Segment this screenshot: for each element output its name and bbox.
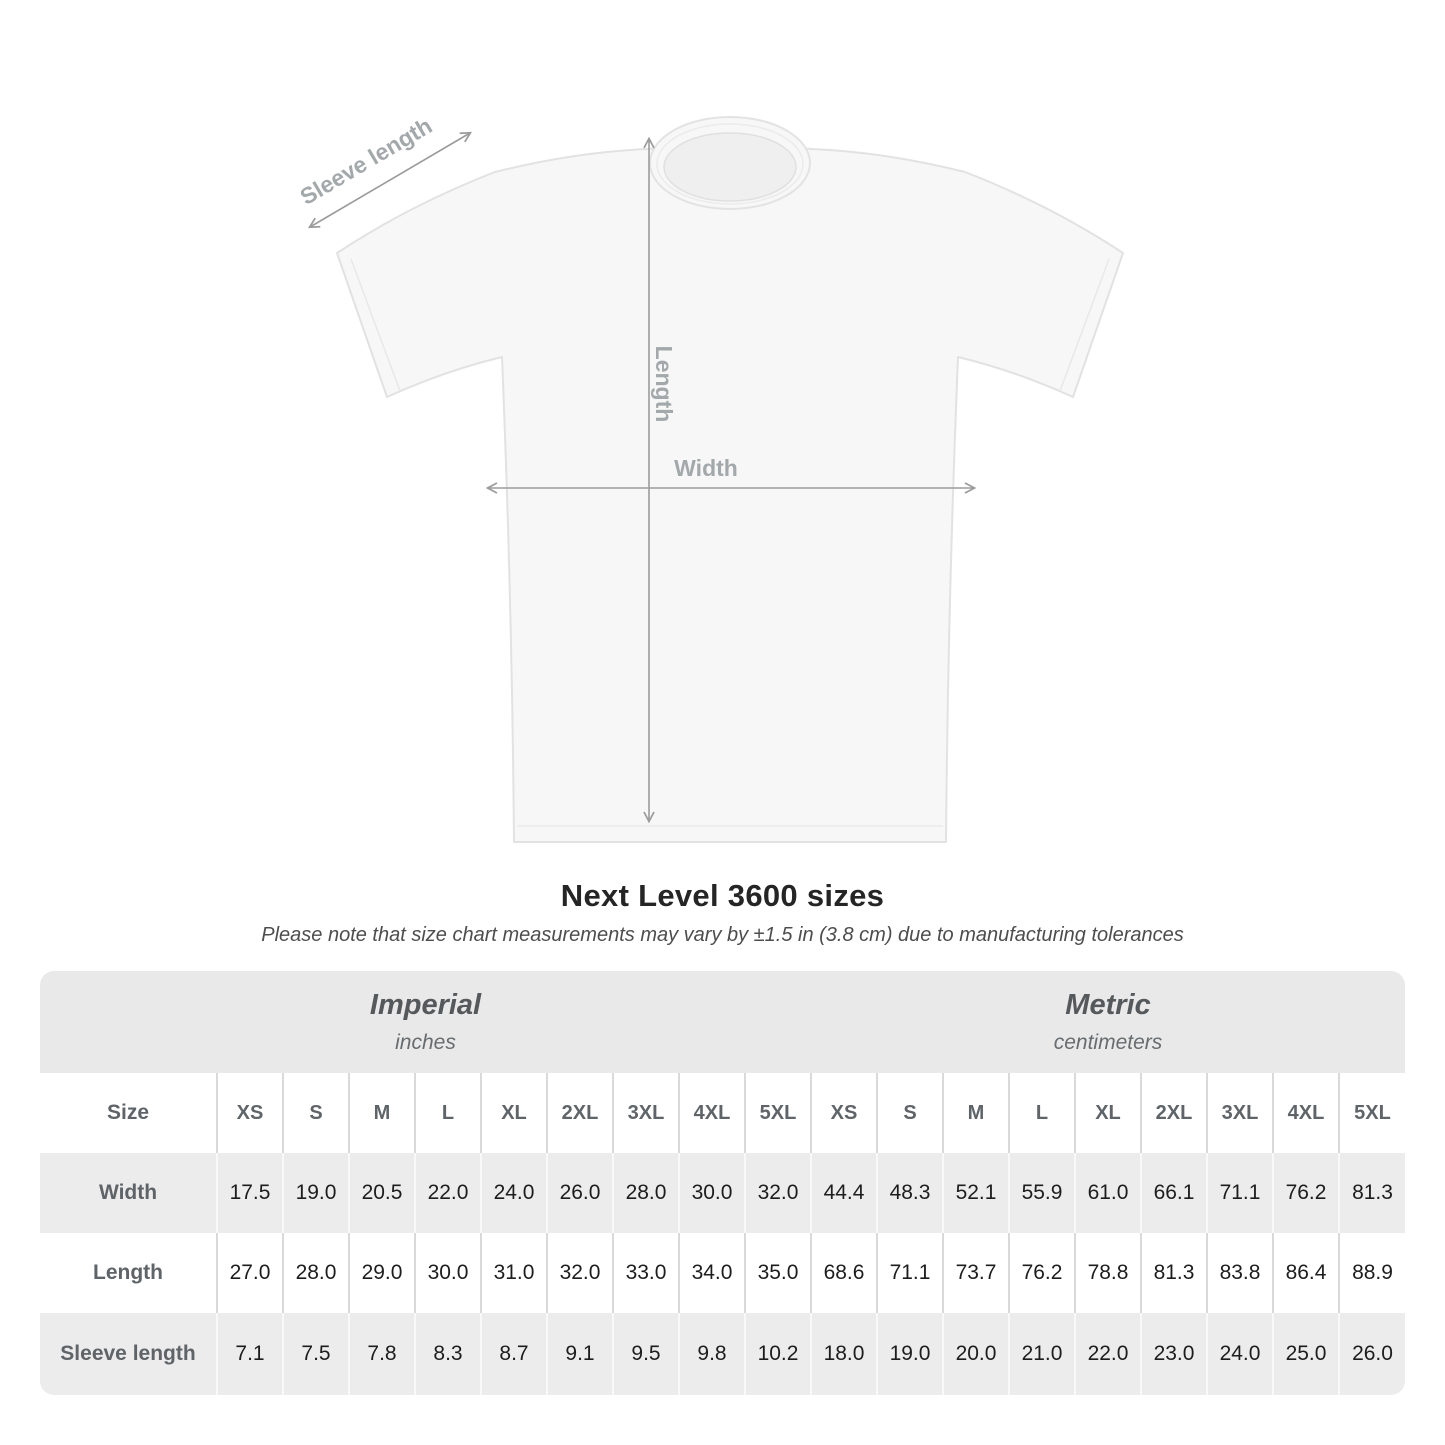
size-col-header-imperial: 4XL: [679, 1073, 745, 1153]
size-col-header-imperial: L: [415, 1073, 481, 1153]
measurement-cell: 33.0: [613, 1233, 679, 1313]
measurement-cell: 55.9: [1009, 1153, 1075, 1233]
measurement-cell: 28.0: [283, 1233, 349, 1313]
measurement-cell: 7.8: [349, 1313, 415, 1395]
table-row: [40, 1313, 1405, 1395]
size-header-label: Size: [106, 1101, 150, 1124]
measurement-cell: 9.8: [679, 1313, 745, 1395]
size-col-header-imperial: M: [349, 1073, 415, 1153]
measurement-cell: 26.0: [1339, 1313, 1405, 1395]
measurement-cell: 20.0: [943, 1313, 1009, 1395]
measurement-cell: 71.1: [877, 1233, 943, 1313]
collar-opening: [664, 133, 796, 201]
measurement-cell: 7.5: [283, 1313, 349, 1395]
size-chart-table-container: [40, 971, 1405, 1395]
measurement-cell: 10.2: [745, 1313, 811, 1395]
size-col-header-metric: XS: [811, 1073, 877, 1153]
measurement-cell: 30.0: [679, 1153, 745, 1233]
metric-header: [811, 971, 1405, 1073]
measurement-cell: 81.3: [1141, 1233, 1207, 1313]
row-label: Sleeve length: [60, 1342, 196, 1365]
measurement-cell: 18.0: [811, 1313, 877, 1395]
measurement-cell: 26.0: [547, 1153, 613, 1233]
size-col-header-imperial: 5XL: [745, 1073, 811, 1153]
measurement-cell: 22.0: [1075, 1313, 1141, 1395]
size-col-header-metric: XL: [1075, 1073, 1141, 1153]
size-chart-table: [40, 971, 1405, 1395]
measurement-cell: 24.0: [1207, 1313, 1273, 1395]
measurement-cell: 32.0: [745, 1153, 811, 1233]
tshirt-body: [337, 146, 1123, 843]
measurement-cell: 31.0: [481, 1233, 547, 1313]
measurement-cell: 68.6: [811, 1233, 877, 1313]
measurement-cell: 21.0: [1009, 1313, 1075, 1395]
size-col-header-metric: 4XL: [1273, 1073, 1339, 1153]
measurement-cell: 19.0: [283, 1153, 349, 1233]
measurement-cell: 23.0: [1141, 1313, 1207, 1395]
measurement-cell: 35.0: [745, 1233, 811, 1313]
size-col-header-imperial: XL: [481, 1073, 547, 1153]
measurement-cell: 24.0: [481, 1153, 547, 1233]
measurement-cell: 61.0: [1075, 1153, 1141, 1233]
row-label: Length: [93, 1261, 163, 1284]
width-label: Width: [674, 455, 738, 481]
size-col-header-metric: L: [1009, 1073, 1075, 1153]
measurement-cell: 20.5: [349, 1153, 415, 1233]
measurement-cell: 29.0: [349, 1233, 415, 1313]
size-header-row: [40, 1073, 1405, 1153]
measurement-cell: 66.1: [1141, 1153, 1207, 1233]
size-col-header-metric: S: [877, 1073, 943, 1153]
measurement-cell: 76.2: [1009, 1233, 1075, 1313]
row-label: Width: [98, 1181, 158, 1204]
measurement-cell: 32.0: [547, 1233, 613, 1313]
imperial-header: [40, 971, 811, 1073]
measurement-cell: 9.1: [547, 1313, 613, 1395]
sleeve-length-label: Sleeve length: [295, 112, 437, 210]
measurement-cell: 71.1: [1207, 1153, 1273, 1233]
size-col-header-imperial: XS: [217, 1073, 283, 1153]
measurement-cell: 73.7: [943, 1233, 1009, 1313]
measurement-cell: 27.0: [217, 1233, 283, 1313]
measurement-cell: 30.0: [415, 1233, 481, 1313]
measurement-cell: 9.5: [613, 1313, 679, 1395]
size-col-header-imperial: S: [283, 1073, 349, 1153]
measurement-cell: 76.2: [1273, 1153, 1339, 1233]
measurement-cell: 52.1: [943, 1153, 1009, 1233]
measurement-cell: 7.1: [217, 1313, 283, 1395]
measurement-cell: 83.8: [1207, 1233, 1273, 1313]
measurement-cell: 88.9: [1339, 1233, 1405, 1313]
imperial-title: Imperial: [369, 989, 482, 1021]
size-col-header-metric: M: [943, 1073, 1009, 1153]
size-col-header-imperial: 3XL: [613, 1073, 679, 1153]
metric-title: Metric: [1065, 989, 1151, 1021]
measurement-cell: 28.0: [613, 1153, 679, 1233]
units-header-row: [40, 971, 1405, 1073]
measurement-cell: 78.8: [1075, 1233, 1141, 1313]
measurement-cell: 19.0: [877, 1313, 943, 1395]
imperial-unit: inches: [395, 1031, 456, 1054]
page-title: Next Level 3600 sizes: [560, 878, 885, 913]
size-col-header-imperial: 2XL: [547, 1073, 613, 1153]
measurement-cell: 17.5: [217, 1153, 283, 1233]
measurement-cell: 48.3: [877, 1153, 943, 1233]
size-col-header-metric: 5XL: [1339, 1073, 1405, 1153]
measurement-cell: 22.0: [415, 1153, 481, 1233]
measurement-cell: 8.7: [481, 1313, 547, 1395]
measurement-cell: 8.3: [415, 1313, 481, 1395]
metric-unit: centimeters: [1053, 1031, 1163, 1054]
measurement-cell: 81.3: [1339, 1153, 1405, 1233]
measurement-cell: 34.0: [679, 1233, 745, 1313]
size-col-header-metric: 2XL: [1141, 1073, 1207, 1153]
heading: [0, 878, 1445, 947]
length-label: Length: [651, 345, 677, 423]
measurement-cell: 25.0: [1273, 1313, 1339, 1395]
tolerance-note: Please note that size chart measurements may vary by ±1.5 in (3.8 cm) due to manufacturing tolerances: [261, 924, 1184, 946]
table-row: [40, 1233, 1405, 1313]
table-row: [40, 1153, 1405, 1233]
measurement-cell: 86.4: [1273, 1233, 1339, 1313]
measurement-cell: 44.4: [811, 1153, 877, 1233]
size-col-header-metric: 3XL: [1207, 1073, 1273, 1153]
